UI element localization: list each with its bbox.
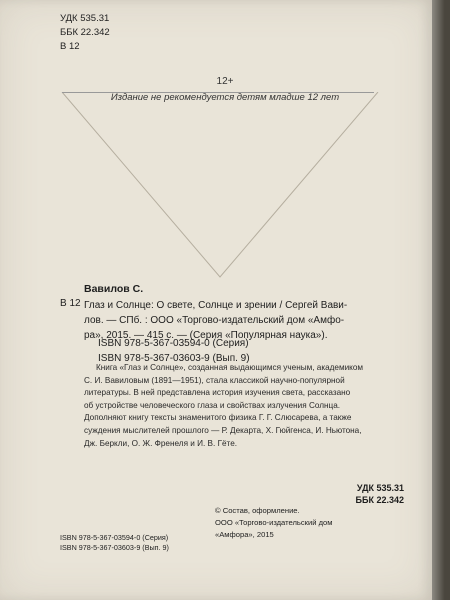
isbn-volume: ISBN 978-5-367-03603-9 (Вып. 9) <box>98 353 250 364</box>
age-rating-note: Издание не рекомендуется детям младше 12 лет <box>110 92 340 103</box>
catalog-bbk: ББК 22.342 <box>355 495 404 505</box>
copyright-line: «Амфора», 2015 <box>215 530 274 539</box>
annotation-line: Дж. Беркли, О. Ж. Френеля и И. В. Гёте. <box>84 438 238 448</box>
biblio-line: лов. — СПб. : ООО «Торгово-издательский дом «Амфо- <box>84 315 345 326</box>
annotation-line: Книга «Глаз и Солнце», созданная выдающимся ученым, академиком <box>96 363 364 372</box>
isbn-bottom-series: ISBN 978-5-367-03594-0 (Серия) <box>60 533 169 542</box>
book-annotation <box>84 362 404 450</box>
catalog-udk: УДК 535.31 <box>356 483 404 493</box>
copyright-line: ООО «Торгово-издательский дом <box>215 518 333 527</box>
biblio-line: Глаз и Солнце: О свете, Солнце и зрении / Сергей Вави- <box>84 300 348 311</box>
bbk-code: ББК 22.342 <box>60 27 110 38</box>
copyright-line: © Состав, оформление. <box>215 506 300 515</box>
catalog-classification <box>330 482 404 506</box>
biblio-line: ра», 2015. — 415 с. — (Серия «Популярная наука»). <box>84 330 328 341</box>
annotation-line: Дополняют книгу тексты знаменитого физика Г. Г. Слюсарева, а также <box>84 413 352 423</box>
page-edge-shadow <box>432 0 450 600</box>
annotation-line: суждения мыслителей прошлого — Р. Декарта, Х. Гюйгенса, И. Ньютона, <box>84 425 362 435</box>
shelf-code: В 12 <box>60 41 80 52</box>
classification-top <box>60 12 110 54</box>
isbn-series: ISBN 978-5-367-03594-0 (Серия) <box>98 338 249 349</box>
age-rating-mark: 12+ <box>216 76 234 87</box>
catalog-shelf-code: В 12 <box>60 298 81 309</box>
catalog-author: Вавилов С. <box>84 283 144 295</box>
annotation-line: С. И. Вавиловым (1891—1951), стала классикой научно-популярной <box>84 375 345 385</box>
annotation-line: литературы. В ней представлена история изучения света, рассказано <box>84 388 351 398</box>
isbn-bottom-volume: ISBN 978-5-367-03603-9 (Вып. 9) <box>60 543 169 552</box>
udk-code: УДК 535.31 <box>60 13 110 24</box>
annotation-line: об устройстве человеческого глаза и свойствах излучения Солнца. <box>84 400 341 410</box>
age-frame-triangle <box>60 92 380 282</box>
copyright-notice <box>215 505 332 541</box>
isbn-bottom-block <box>60 533 169 553</box>
